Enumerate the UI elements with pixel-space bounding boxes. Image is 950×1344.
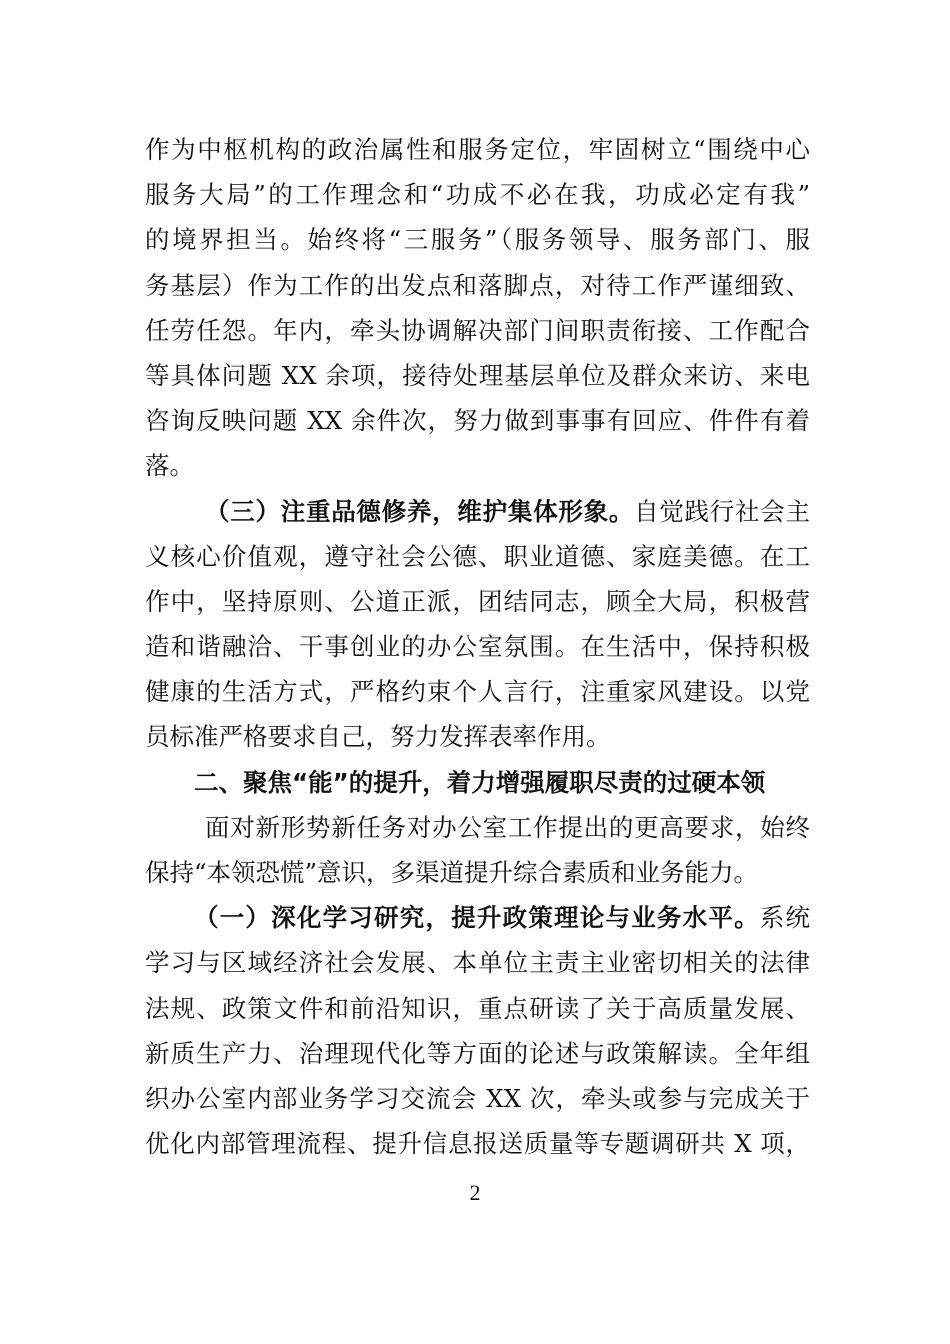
paragraph-line: 作中，坚持原则、公道正派，团结同志，顾全大局，积极营 [145, 586, 810, 616]
section-one-text: 系统 [759, 903, 810, 933]
paragraph-line: 优化内部管理流程、提升信息报送质量等专题调研共 X 项， [145, 1129, 810, 1159]
paragraph-line: 学习与区域经济社会发展、本单位主责主业密切相关的法律 [145, 948, 810, 978]
paragraph-line: 落。 [145, 451, 194, 481]
intro-line: 保持“本领恐慌”意识，多渠道提升综合素质和业务能力。 [145, 858, 759, 887]
document-body [145, 127, 810, 1166]
paragraph-line: 员标准严格要求自己，努力发挥表率作用。 [145, 722, 611, 752]
paragraph-line: 织办公室内部业务学习交流会 XX 次，牵头或参与完成关于 [145, 1083, 810, 1113]
paragraph-line: 义核心价值观，遵守社会公德、职业道德、家庭美德。在工 [145, 541, 810, 571]
paragraph-line: 作为中枢机构的政治属性和服务定位，牢固树立“围绕中心 [145, 135, 810, 164]
section-three-first-line [145, 489, 810, 534]
section-one-first-line [145, 895, 810, 940]
paragraph-line: 务基层）作为工作的出发点和落脚点，对待工作严谨细致、 [145, 270, 810, 300]
paragraph-line: 等具体问题 XX 余项，接待处理基层单位及群众来访、来电 [145, 360, 810, 390]
section-three-text: 自觉践行社会主 [634, 496, 811, 526]
paragraph-line: 任劳任怨。年内，牵头协调解决部门间职责衔接、工作配合 [145, 315, 810, 345]
paragraph-line: 新质生产力、治理现代化等方面的论述与政策解读。全年组 [145, 1038, 810, 1068]
section-heading-two: 二、聚焦“能”的提升，着力增强履职尽责的过硬本领 [194, 767, 766, 797]
page-number: 2 [469, 1180, 481, 1205]
paragraph-line: 服务大局”的工作理念和“功成不必在我，功成必定有我” [145, 180, 810, 210]
section-three-lead: （三）注重品德修养，维护集体形象。 [205, 496, 635, 526]
paragraph-line: 健康的生活方式，严格约束个人言行，注重家风建设。以党 [145, 677, 810, 707]
paragraph-line: 咨询反映问题 XX 余件次，努力做到事事有回应、件件有着 [145, 406, 810, 436]
paragraph-line: 的境界担当。始终将“三服务”（服务领导、服务部门、服 [145, 225, 810, 255]
section-one-lead: （一）深化学习研究，提升政策理论与业务水平。 [194, 903, 760, 933]
intro-line: 面对新形势新任务对办公室工作提出的更高要求，始终 [205, 812, 810, 842]
paragraph-line: 法规、政策文件和前沿知识，重点研读了关于高质量发展、 [145, 993, 810, 1023]
paragraph-line: 造和谐融洽、干事创业的办公室氛围。在生活中，保持积极 [145, 632, 810, 662]
